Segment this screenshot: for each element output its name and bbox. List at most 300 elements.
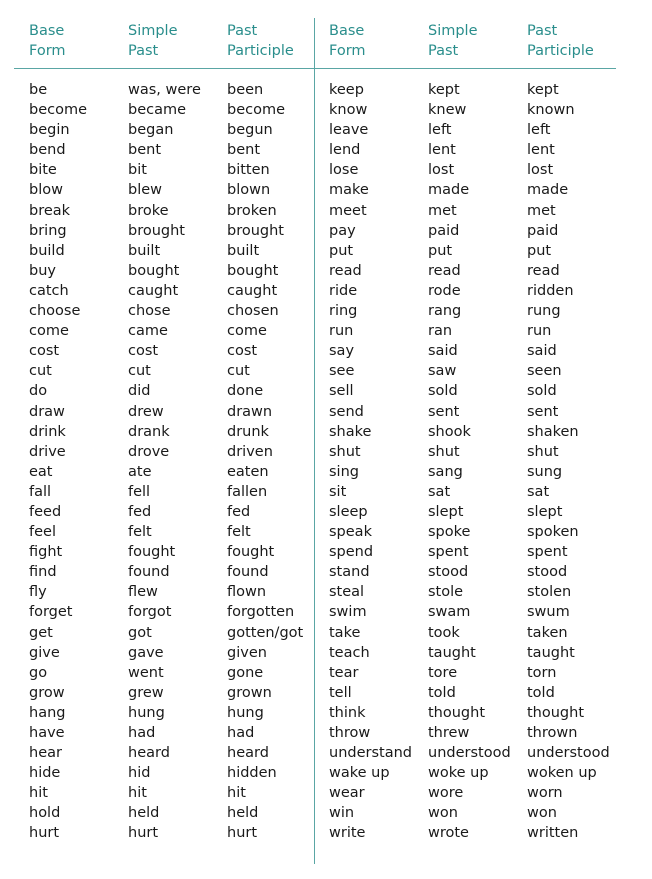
past-participle-cell: fed xyxy=(227,503,251,520)
verb-row xyxy=(329,120,629,140)
past-participle-cell: bought xyxy=(227,262,279,279)
simple-past-cell: drove xyxy=(128,443,170,460)
verb-row xyxy=(29,80,314,100)
base-form-cell: bring xyxy=(29,222,67,239)
base-form-cell: win xyxy=(329,805,355,822)
verb-row xyxy=(329,361,629,381)
past-participle-cell: come xyxy=(227,323,267,340)
simple-past-cell: caught xyxy=(128,282,179,299)
simple-past-cell: came xyxy=(128,323,168,340)
past-participle-cell: forgotten xyxy=(227,604,295,621)
simple-past-cell: held xyxy=(128,805,160,822)
past-participle-cell: gone xyxy=(227,664,264,681)
simple-past-cell: was, were xyxy=(128,82,201,98)
simple-past-cell: read xyxy=(428,262,461,279)
base-form-cell: run xyxy=(329,323,354,340)
simple-past-cell: drank xyxy=(128,423,170,440)
past-participle-cell: told xyxy=(527,684,555,701)
simple-past-cell: chose xyxy=(128,303,171,320)
verb-row xyxy=(29,281,314,301)
simple-past-cell: bent xyxy=(128,142,162,159)
verb-row xyxy=(329,160,629,180)
base-form-cell: write xyxy=(329,825,366,842)
past-participle-cell: known xyxy=(527,102,575,119)
past-participle-cell: shaken xyxy=(527,423,579,440)
verb-row xyxy=(29,201,314,221)
past-participle-cell: read xyxy=(527,262,560,279)
past-participle-cell: drunk xyxy=(227,423,269,440)
base-form-cell: bite xyxy=(29,162,57,179)
base-form-cell: stand xyxy=(329,564,370,581)
verb-row xyxy=(329,502,629,522)
simple-past-cell: threw xyxy=(428,725,470,741)
base-form-cell: sell xyxy=(329,383,354,400)
base-form-cell: bend xyxy=(29,142,66,159)
verb-row xyxy=(329,803,629,823)
base-form-cell: become xyxy=(29,102,88,119)
simple-past-cell: paid xyxy=(428,222,460,239)
past-participle-cell: heard xyxy=(227,745,269,762)
simple-past-cell: began xyxy=(128,122,174,139)
base-form-cell: understand xyxy=(329,745,412,762)
base-form-cell: choose xyxy=(29,303,81,320)
past-participle-cell: torn xyxy=(527,664,557,681)
simple-past-cell: rang xyxy=(428,303,462,320)
base-form-cell: feed xyxy=(29,503,62,520)
base-form-cell: see xyxy=(329,363,355,380)
base-form-cell: break xyxy=(29,202,71,219)
past-participle-cell: made xyxy=(527,182,569,199)
base-form-cell: fly xyxy=(29,584,47,601)
right-header xyxy=(329,21,629,65)
verb-row xyxy=(329,743,629,763)
base-form-cell: shake xyxy=(329,423,372,440)
past-participle-cell: brought xyxy=(227,222,284,239)
verb-row xyxy=(29,703,314,723)
simple-past-cell: forgot xyxy=(128,604,172,621)
simple-past-cell: grew xyxy=(128,684,164,701)
base-form-cell: speak xyxy=(329,524,372,541)
header-rule xyxy=(14,68,616,69)
past-participle-cell: thought xyxy=(527,704,585,721)
base-form-cell: drink xyxy=(29,423,66,440)
simple-past-cell: knew xyxy=(428,102,467,119)
simple-past-cell: shook xyxy=(428,423,471,440)
past-participle-cell: sung xyxy=(527,463,563,480)
base-form-cell: come xyxy=(29,323,69,340)
simple-past-cell: wrote xyxy=(428,825,469,842)
base-form-cell: make xyxy=(329,182,369,199)
verb-row xyxy=(329,542,629,562)
simple-past-cell: built xyxy=(128,242,161,259)
verb-row xyxy=(29,643,314,663)
verb-row xyxy=(29,462,314,482)
past-participle-cell: given xyxy=(227,644,267,661)
base-form-cell: build xyxy=(29,242,65,259)
simple-past-cell: fought xyxy=(128,544,176,561)
past-participle-cell: met xyxy=(527,202,556,219)
past-participle-cell: ridden xyxy=(527,282,574,299)
verb-row xyxy=(329,783,629,803)
simple-past-cell: hung xyxy=(128,704,165,721)
simple-past-cell: sold xyxy=(428,383,458,400)
verb-row xyxy=(29,341,314,361)
base-form-cell: be xyxy=(29,82,48,98)
verb-row xyxy=(29,321,314,341)
simple-past-cell: took xyxy=(428,624,460,641)
simple-past-cell: bought xyxy=(128,262,180,279)
past-participle-cell: found xyxy=(227,564,269,581)
simple-past-cell: said xyxy=(428,343,458,360)
past-participle-cell: eaten xyxy=(227,463,269,480)
base-form-cell: give xyxy=(29,644,60,661)
past-participle-cell: fallen xyxy=(227,483,268,500)
base-form-cell: have xyxy=(29,725,65,741)
simple-past-cell: went xyxy=(128,664,164,681)
verb-row xyxy=(29,663,314,683)
verb-row xyxy=(329,221,629,241)
verb-row xyxy=(329,623,629,643)
base-form-cell: begin xyxy=(29,122,70,139)
simple-past-cell: heard xyxy=(128,745,170,762)
past-participle-cell: run xyxy=(527,323,552,340)
simple-past-cell: met xyxy=(428,202,457,219)
verb-row xyxy=(29,522,314,542)
base-form-cell: ride xyxy=(329,282,358,299)
verb-row xyxy=(29,361,314,381)
past-participle-cell: held xyxy=(227,805,259,822)
base-form-cell: hear xyxy=(29,745,62,762)
verb-row xyxy=(329,663,629,683)
simple-past-cell: cut xyxy=(128,363,151,380)
verb-row xyxy=(329,482,629,502)
past-participle-cell: thrown xyxy=(527,725,578,741)
past-participle-cell: grown xyxy=(227,684,272,701)
past-participle-cell: built xyxy=(227,242,260,259)
past-participle-cell: written xyxy=(527,825,579,842)
base-form-cell: say xyxy=(329,343,355,360)
past-participle-cell: left xyxy=(527,122,551,139)
simple-past-cell: broke xyxy=(128,202,169,219)
simple-past-cell: slept xyxy=(428,503,464,520)
verb-row xyxy=(329,201,629,221)
base-form-cell: go xyxy=(29,664,48,681)
past-participle-cell: stood xyxy=(527,564,568,581)
verb-row xyxy=(29,502,314,522)
simple-past-cell: fell xyxy=(128,483,151,500)
simple-past-cell: sang xyxy=(428,463,463,480)
base-form-cell: spend xyxy=(329,544,374,561)
simple-past-cell: thought xyxy=(428,704,486,721)
verb-row xyxy=(329,140,629,160)
verb-row xyxy=(329,562,629,582)
past-participle-cell: worn xyxy=(527,785,563,802)
base-form-cell: pay xyxy=(329,222,356,239)
base-form-cell: eat xyxy=(29,463,53,480)
verb-row xyxy=(329,582,629,602)
past-participle-cell: rung xyxy=(527,303,561,320)
past-participle-cell: taught xyxy=(527,644,575,661)
base-form-cell: catch xyxy=(29,282,69,299)
verb-row xyxy=(329,402,629,422)
past-participle-cell: broken xyxy=(227,202,277,219)
past-participle-cell: stolen xyxy=(527,584,572,601)
verb-row xyxy=(29,482,314,502)
verb-row xyxy=(29,562,314,582)
past-participle-cell: understood xyxy=(527,745,610,762)
simple-past-cell: hurt xyxy=(128,825,159,842)
base-form-cell: buy xyxy=(29,262,56,279)
verb-row xyxy=(29,422,314,442)
past-participle-cell: paid xyxy=(527,222,559,239)
verb-row xyxy=(329,341,629,361)
past-participle-cell: won xyxy=(527,805,557,822)
past-participle-cell: begun xyxy=(227,122,273,139)
verb-row xyxy=(329,703,629,723)
past-participle-cell: sold xyxy=(527,383,557,400)
verb-row xyxy=(29,221,314,241)
base-form-cell: hold xyxy=(29,805,61,822)
verb-row xyxy=(29,623,314,643)
past-participle-cell: hidden xyxy=(227,765,277,782)
base-form-cell: send xyxy=(329,403,364,420)
base-form-cell: throw xyxy=(329,725,371,741)
verb-row xyxy=(329,602,629,622)
header-base-form: Base Form xyxy=(329,23,366,59)
simple-past-cell: sent xyxy=(428,403,460,420)
past-participle-cell: sat xyxy=(527,483,550,500)
simple-past-cell: kept xyxy=(428,82,460,98)
left-rows xyxy=(29,80,314,844)
base-form-cell: drive xyxy=(29,443,66,460)
verb-row xyxy=(329,80,629,100)
past-participle-cell: shut xyxy=(527,443,559,460)
verb-row xyxy=(29,683,314,703)
past-participle-cell: spoken xyxy=(527,524,579,541)
simple-past-cell: saw xyxy=(428,363,457,380)
past-participle-cell: fought xyxy=(227,544,275,561)
verb-row xyxy=(29,743,314,763)
past-participle-cell: swum xyxy=(527,604,570,621)
base-form-cell: draw xyxy=(29,403,65,420)
past-participle-cell: drawn xyxy=(227,403,273,420)
simple-past-cell: blew xyxy=(128,182,163,199)
past-participle-cell: gotten/got xyxy=(227,624,304,641)
header-past-participle: Past Participle xyxy=(527,23,594,59)
verb-row xyxy=(29,160,314,180)
past-participle-cell: driven xyxy=(227,443,273,460)
base-form-cell: sleep xyxy=(329,503,368,520)
past-participle-cell: cut xyxy=(227,363,250,380)
base-form-cell: leave xyxy=(329,122,369,139)
base-form-cell: grow xyxy=(29,684,65,701)
simple-past-cell: won xyxy=(428,805,458,822)
past-participle-cell: hit xyxy=(227,785,246,802)
verb-row xyxy=(29,100,314,120)
simple-past-cell: bit xyxy=(128,162,147,179)
base-form-cell: sit xyxy=(329,483,347,500)
past-participle-cell: lost xyxy=(527,162,554,179)
past-participle-cell: been xyxy=(227,82,264,98)
right-rows xyxy=(329,80,629,844)
past-participle-cell: slept xyxy=(527,503,563,520)
past-participle-cell: felt xyxy=(227,524,251,541)
verb-row xyxy=(329,723,629,743)
verb-row xyxy=(29,803,314,823)
verb-row xyxy=(329,522,629,542)
simple-past-cell: brought xyxy=(128,222,185,239)
simple-past-cell: cost xyxy=(128,343,159,360)
past-participle-cell: become xyxy=(227,102,286,119)
verb-row xyxy=(29,301,314,321)
simple-past-cell: shut xyxy=(428,443,460,460)
past-participle-cell: had xyxy=(227,725,255,741)
past-participle-cell: cost xyxy=(227,343,258,360)
left-header xyxy=(29,21,314,65)
verb-row xyxy=(29,120,314,140)
base-form-cell: wake up xyxy=(329,765,390,782)
verb-row xyxy=(329,823,629,843)
past-participle-cell: bent xyxy=(227,142,261,159)
simple-past-cell: put xyxy=(428,242,453,259)
base-form-cell: tell xyxy=(329,684,352,701)
past-participle-cell: spent xyxy=(527,544,568,561)
base-form-cell: forget xyxy=(29,604,73,621)
header-past-participle: Past Participle xyxy=(227,23,294,59)
past-participle-cell: seen xyxy=(527,363,562,380)
past-participle-cell: put xyxy=(527,242,552,259)
simple-past-cell: told xyxy=(428,684,456,701)
verb-row xyxy=(29,723,314,743)
simple-past-cell: wore xyxy=(428,785,464,802)
verb-row xyxy=(329,100,629,120)
simple-past-cell: ran xyxy=(428,323,453,340)
base-form-cell: hang xyxy=(29,704,66,721)
past-participle-cell: blown xyxy=(227,182,271,199)
verb-row xyxy=(29,783,314,803)
base-form-cell: tear xyxy=(329,664,359,681)
simple-past-cell: tore xyxy=(428,664,458,681)
base-form-cell: cut xyxy=(29,363,52,380)
base-form-cell: take xyxy=(329,624,361,641)
simple-past-cell: taught xyxy=(428,644,476,661)
simple-past-cell: felt xyxy=(128,524,152,541)
base-form-cell: cost xyxy=(29,343,60,360)
past-participle-cell: sent xyxy=(527,403,559,420)
verb-row xyxy=(29,140,314,160)
simple-past-cell: ate xyxy=(128,463,152,480)
base-form-cell: steal xyxy=(329,584,365,601)
simple-past-cell: rode xyxy=(428,282,461,299)
verb-row xyxy=(329,683,629,703)
verb-row xyxy=(329,261,629,281)
past-participle-cell: caught xyxy=(227,282,278,299)
header-simple-past: Simple Past xyxy=(428,23,478,59)
base-form-cell: hide xyxy=(29,765,61,782)
simple-past-cell: spoke xyxy=(428,524,471,541)
base-form-cell: do xyxy=(29,383,48,400)
base-form-cell: find xyxy=(29,564,57,581)
simple-past-cell: left xyxy=(428,122,452,139)
base-form-cell: shut xyxy=(329,443,361,460)
base-form-cell: fall xyxy=(29,483,52,500)
base-form-cell: hit xyxy=(29,785,48,802)
header-base-form: Base Form xyxy=(29,23,66,59)
simple-past-cell: gave xyxy=(128,644,164,661)
verb-row xyxy=(29,582,314,602)
base-form-cell: meet xyxy=(329,202,367,219)
simple-past-cell: got xyxy=(128,624,152,641)
verb-row xyxy=(329,281,629,301)
base-form-cell: know xyxy=(329,102,368,119)
simple-past-cell: hit xyxy=(128,785,147,802)
verb-row xyxy=(329,180,629,200)
base-form-cell: feel xyxy=(29,524,56,541)
base-form-cell: read xyxy=(329,262,362,279)
simple-past-cell: hid xyxy=(128,765,151,782)
base-form-cell: hurt xyxy=(29,825,60,842)
verb-row xyxy=(29,241,314,261)
verb-row xyxy=(329,462,629,482)
past-participle-cell: taken xyxy=(527,624,568,641)
base-form-cell: sing xyxy=(329,463,359,480)
simple-past-cell: swam xyxy=(428,604,471,621)
base-form-cell: blow xyxy=(29,182,63,199)
header-simple-past: Simple Past xyxy=(128,23,178,59)
past-participle-cell: hung xyxy=(227,704,264,721)
base-form-cell: swim xyxy=(329,604,367,621)
base-form-cell: teach xyxy=(329,644,370,661)
simple-past-cell: woke up xyxy=(428,765,489,782)
past-participle-cell: kept xyxy=(527,82,559,98)
past-participle-cell: done xyxy=(227,383,264,400)
verb-row xyxy=(329,321,629,341)
simple-past-cell: stood xyxy=(428,564,469,581)
simple-past-cell: became xyxy=(128,102,187,119)
column-divider xyxy=(314,18,315,864)
verb-row xyxy=(29,180,314,200)
base-form-cell: ring xyxy=(329,303,358,320)
simple-past-cell: lent xyxy=(428,142,456,159)
simple-past-cell: made xyxy=(428,182,470,199)
base-form-cell: lend xyxy=(329,142,361,159)
verb-row xyxy=(29,602,314,622)
simple-past-cell: found xyxy=(128,564,170,581)
past-participle-cell: woken up xyxy=(527,765,597,782)
verb-row xyxy=(329,301,629,321)
past-participle-cell: flown xyxy=(227,584,267,601)
base-form-cell: lose xyxy=(329,162,359,179)
past-participle-cell: said xyxy=(527,343,557,360)
past-participle-cell: lent xyxy=(527,142,555,159)
base-form-cell: keep xyxy=(329,82,364,98)
simple-past-cell: did xyxy=(128,383,151,400)
verb-row xyxy=(329,422,629,442)
simple-past-cell: drew xyxy=(128,403,164,420)
verb-row xyxy=(329,643,629,663)
verb-row xyxy=(329,381,629,401)
verb-row xyxy=(29,261,314,281)
simple-past-cell: had xyxy=(128,725,156,741)
verb-row xyxy=(29,823,314,843)
simple-past-cell: fed xyxy=(128,503,152,520)
verb-row xyxy=(329,241,629,261)
base-form-cell: put xyxy=(329,242,354,259)
base-form-cell: get xyxy=(29,624,53,641)
simple-past-cell: flew xyxy=(128,584,158,601)
simple-past-cell: spent xyxy=(428,544,469,561)
simple-past-cell: stole xyxy=(428,584,464,601)
